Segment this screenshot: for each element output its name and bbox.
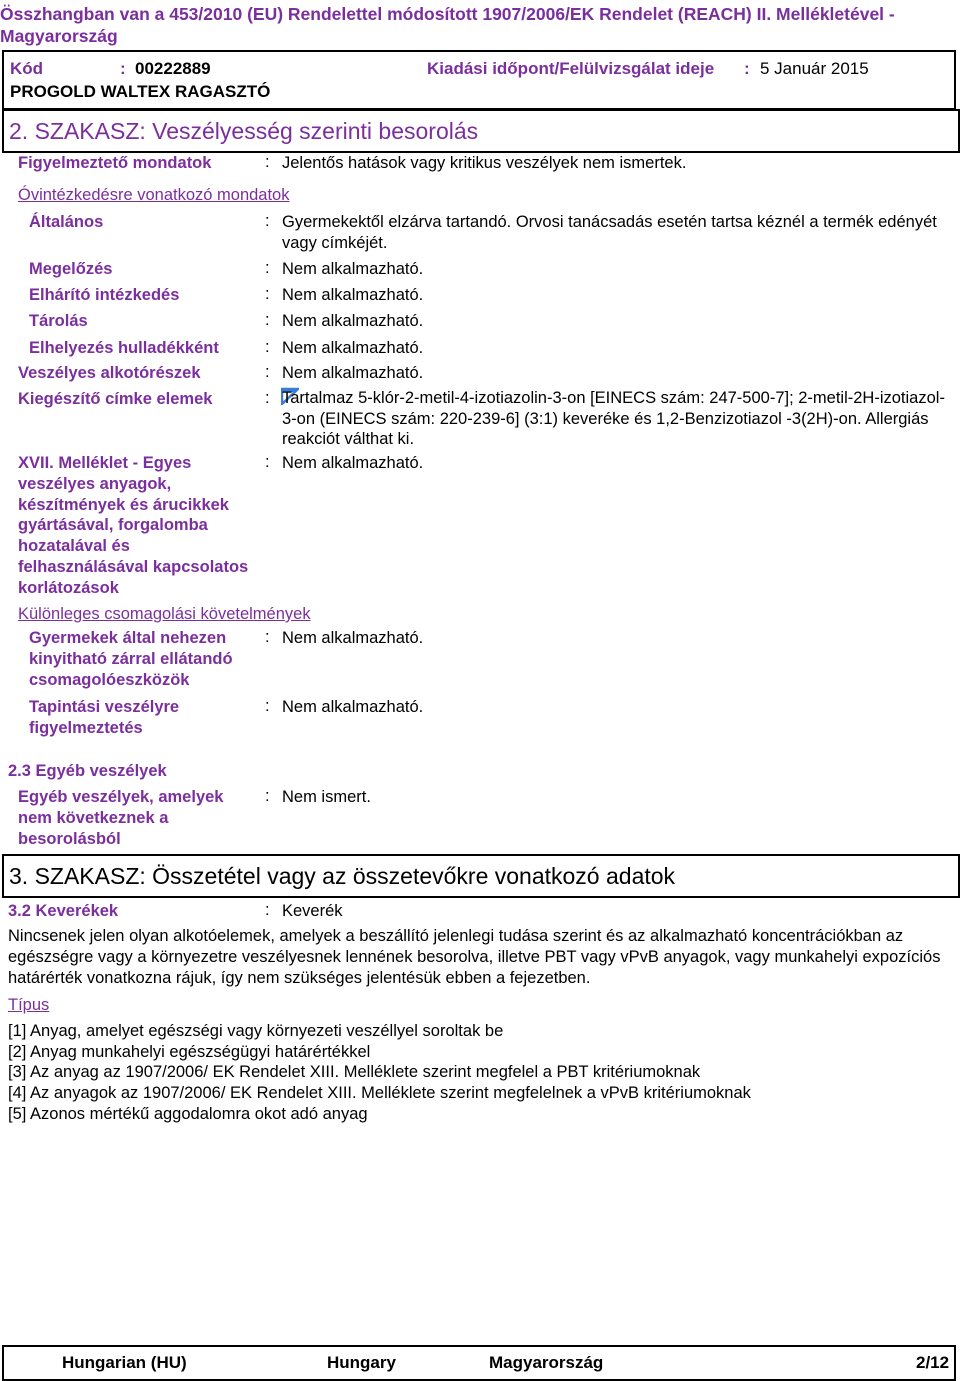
precaution-heading: Óvintézkedésre vonatkozó mondatok [18,186,290,204]
supplemental-colon: : [265,389,270,407]
section3-title-box [2,854,960,898]
issue-label: Kiadási időpont/Felülvizsgálat ideje [427,59,715,78]
footer-country: Hungary [327,1353,396,1372]
annex-label: XVII. Melléklet - Egyes veszélyes anyagok, készítmények és árucikkek gyártásával, forgalomba hozatalával és felhasználásával kapcsolatos korlátozások [18,454,249,597]
disposal-value: Nem alkalmazható. [282,339,424,357]
footer-page-number: 2/12 [916,1353,950,1372]
section3-title: 3. SZAKASZ: Összetétel vagy az összetevőkre vonatkozó adatok [9,863,676,889]
child-label: Gyermekek által nehezen kinyitható zárral ellátandó csomagolóeszközök [29,629,233,689]
doc-title-line1: Összhangban van a 453/2010 (EU) Rendelettel módosított 1907/2006/EK Rendelet (REACH) II. Mellékletével - [0,4,895,24]
page-footer [2,1345,956,1381]
supplemental-value: Tartalmaz 5-klór-2-metil-4-izotiazolin-3-on [EINECS szám: 247-500-7]; 2-metil-2H-izotiazol-3-on (EINECS szám: 220-239-6] (3:1) keveréke és 1,2-Benzizotiazol -3(2H)-on. Allergiás reakciót válthat ki. [282,389,945,448]
other-colon: : [265,787,270,805]
type-item: [1] Anyag, amelyet egészségi vagy környezeti veszéllyel soroltak be [8,1022,504,1040]
general-value: Gyermekektől elzárva tartandó. Orvosi tanácsadás esetén tartsa kéznél a termék edényét vagy címkéjét. [282,213,937,252]
mixture-colon: : [265,901,270,919]
annex-value: Nem alkalmazható. [282,454,424,472]
response-colon: : [265,285,270,303]
product-name: PROGOLD WALTEX RAGASZTÓ [10,82,271,101]
hazardous-colon: : [265,363,270,381]
warning-label: Figyelmeztető mondatok [18,154,212,172]
packaging-heading: Különleges csomagolási követelmények [18,605,311,623]
other-value: Nem ismert. [282,788,371,806]
type-item: [5] Azonos mértékű aggodalomra okot adó anyag [8,1105,368,1123]
issue-colon: : [744,59,750,78]
child-value: Nem alkalmazható. [282,629,424,647]
type-item: [2] Anyag munkahelyi egészségügyi határértékkel [8,1043,371,1061]
prevention-colon: : [265,259,270,277]
supplemental-label: Kiegészítő címke elemek [18,390,213,408]
tactile-value: Nem alkalmazható. [282,698,424,716]
other-heading: 2.3 Egyéb veszélyek [8,762,167,780]
footer-country-local: Magyarország [489,1353,604,1372]
footer-language: Hungarian (HU) [62,1353,187,1372]
hazardous-label: Veszélyes alkotórészek [18,364,201,382]
general-label: Általános [29,213,104,231]
type-item: [3] Az anyag az 1907/2006/ EK Rendelet XIII. Melléklete szerint megfelel a PBT kritériumoknak [8,1063,701,1081]
mixture-label: 3.2 Keverékek [8,902,119,920]
general-colon: : [265,212,270,230]
child-colon: : [265,628,270,646]
storage-colon: : [265,311,270,329]
tactile-colon: : [265,697,270,715]
response-value: Nem alkalmazható. [282,286,424,304]
storage-label: Tárolás [29,312,88,330]
mixture-paragraph: Nincsenek jelen olyan alkotóelemek, amelyek a beszállító jelenlegi tudása szerint és az alkalmazható koncentrációkban az egészségre vagy a környezetre veszélyesnek lennének besorolva, illetve PBT vagy vPvB anyagok, vagy munkahelyi expozíciós határérték vonatkozna rájuk, így nem szükséges jelentésük ebben a fejezetben. [8,927,941,987]
other-label: Egyéb veszélyek, amelyek nem következnek a besorolásból [18,788,224,848]
storage-value: Nem alkalmazható. [282,312,424,330]
prevention-value: Nem alkalmazható. [282,260,424,278]
response-label: Elhárító intézkedés [29,286,180,304]
section2-title: 2. SZAKASZ: Veszélyesség szerinti besorolás [9,118,479,144]
prevention-label: Megelőzés [29,260,113,278]
code-label: Kód [10,59,44,78]
doc-title-line2: Magyarország [0,26,118,46]
hazardous-value: Nem alkalmazható. [282,364,424,382]
type-item: [4] Az anyagok az 1907/2006/ EK Rendelet XIII. Melléklete szerint megfelelnek a vPvB kritériumoknak [8,1084,751,1102]
code-value: 00222889 [135,59,211,78]
mixture-value: Keverék [282,902,343,920]
annex-colon: : [265,453,270,471]
warning-value: Jelentős hatások vagy kritikus veszélyek nem ismertek. [282,154,687,172]
disposal-label: Elhelyezés hulladékként [29,339,219,357]
warning-colon: : [265,153,270,171]
code-colon: : [120,59,126,78]
tactile-label: Tapintási veszélyre figyelmeztetés [29,698,180,737]
disposal-colon: : [265,338,270,356]
section2-title-box [2,109,960,153]
issue-value: 5 Január 2015 [760,59,869,78]
type-heading: Típus [8,996,50,1014]
